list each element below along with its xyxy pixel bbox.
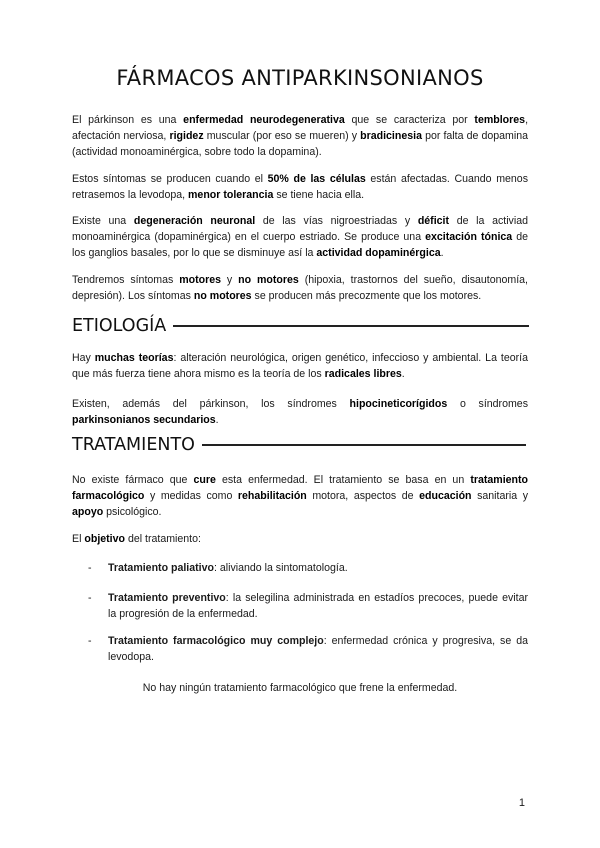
list-item: - Tratamiento preventivo: la selegilina administrada en estadíos precoces, puede evitar la progresión de la enfermedad. <box>88 592 528 620</box>
list-item: - Tratamiento farmacológico muy complejo: enfermedad crónica y progresiva, se da levodopa. <box>88 635 528 663</box>
intro-paragraph-2: Estos síntomas se producen cuando el 50% de las células están afectadas. Cuando menos retrasemos la levodopa, menor tolerancia se tiene hacia ella. <box>72 173 528 201</box>
intro-paragraph-4: Tendremos síntomas motores y no motores (hipoxia, trastornos del sueño, disautonomía, depresión). Los síntomas no motores se producen más precozmente que los motores. <box>72 274 528 302</box>
heading-rule <box>202 444 526 445</box>
list-dash: - <box>88 592 92 604</box>
page-title: FÁRMACOS ANTIPARKINSONIANOS <box>116 66 484 90</box>
section-heading-etiologia: ETIOLOGÍA <box>72 316 532 336</box>
tratamiento-paragraph-1: No existe fármaco que cure esta enfermedad. El tratamiento se basa en un tratamiento farmacológico y medidas como rehabilitación motora, aspectos de educación sanitaria y apoyo psicológico. <box>72 474 528 518</box>
page-number: 1 <box>518 797 525 809</box>
section-heading-tratamiento: TRATAMIENTO <box>72 435 532 455</box>
tratamiento-paragraph-2: El objetivo del tratamiento: <box>72 533 201 545</box>
list-dash: - <box>88 562 92 574</box>
closing-note: No hay ningún tratamiento farmacológico que frene la enfermedad. <box>142 682 458 694</box>
list-dash: - <box>88 635 92 647</box>
intro-paragraph-3: Existe una degeneración neuronal de las vías nigroestriadas y déficit de la activiad monoaminérgica (dopaminérgica) en el cuerpo estriado. Se produce una excitación tónica de los ganglios basales, por lo que se disminuye así la actividad dopaminérgica. <box>72 215 528 259</box>
heading-rule <box>173 325 529 326</box>
etiologia-paragraph-2: Existen, además del párkinson, los síndromes hipocineticorígidos o síndromes parkinsonianos secundarios. <box>72 398 528 426</box>
etiologia-paragraph-1: Hay muchas teorías: alteración neurológica, origen genético, infeccioso y ambiental. La teoría que más fuerza tiene ahora mismo es la teoría de los radicales libres. <box>72 352 528 380</box>
list-item: - Tratamiento paliativo: aliviando la sintomatología. <box>88 562 348 574</box>
intro-paragraph-1: El párkinson es una enfermedad neurodegenerativa que se caracteriza por temblores, afectación nerviosa, rigidez muscular (por eso se mueren) y bradicinesia por falta de dopamina (actividad monoaminérgica, sobre todo la dopamina). <box>72 114 529 158</box>
